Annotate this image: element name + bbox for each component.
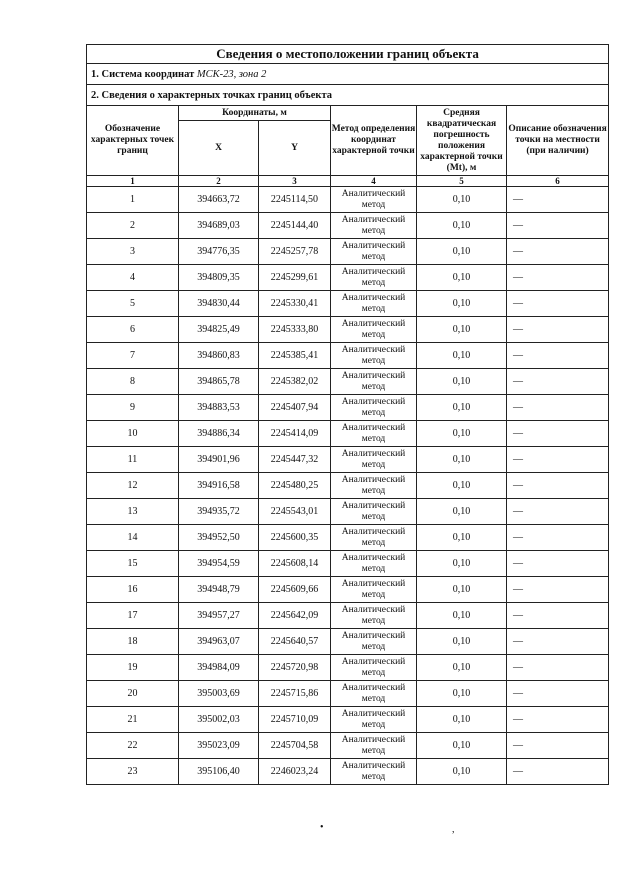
table-row — [87, 629, 609, 655]
point-number: 14 — [87, 525, 179, 551]
method: Аналитический метод — [331, 681, 417, 707]
method: Аналитический метод — [331, 265, 417, 291]
error-value: 0,10 — [417, 239, 507, 265]
table-row — [87, 343, 609, 369]
method: Аналитический метод — [331, 655, 417, 681]
method: Аналитический метод — [331, 291, 417, 317]
point-number: 7 — [87, 343, 179, 369]
coord-x: 394901,96 — [179, 447, 259, 473]
coord-x: 394825,49 — [179, 317, 259, 343]
section-1-value: МСК-23, зона 2 — [196, 68, 267, 80]
coord-x: 395003,69 — [179, 681, 259, 707]
table-row — [87, 551, 609, 577]
method: Аналитический метод — [331, 369, 417, 395]
error-value: 0,10 — [417, 473, 507, 499]
point-number: 18 — [87, 629, 179, 655]
error-value: 0,10 — [417, 629, 507, 655]
error-value: 0,10 — [417, 291, 507, 317]
coord-x: 394948,79 — [179, 577, 259, 603]
description: — — [507, 343, 609, 369]
scan-dot: • — [320, 822, 324, 833]
header-error-text: Средняя квадратическая погрешность положения характерной точки (Mt), м — [420, 107, 503, 173]
description: — — [507, 473, 609, 499]
point-number: 12 — [87, 473, 179, 499]
coord-x: 394809,35 — [179, 265, 259, 291]
table-row — [87, 655, 609, 681]
error-value: 0,10 — [417, 577, 507, 603]
coord-x: 394952,50 — [179, 525, 259, 551]
boundary-points-table — [86, 44, 609, 785]
description: — — [507, 629, 609, 655]
description: — — [507, 525, 609, 551]
error-value: 0,10 — [417, 343, 507, 369]
point-number: 11 — [87, 447, 179, 473]
error-value: 0,10 — [417, 655, 507, 681]
description: — — [507, 213, 609, 239]
column-number: 4 — [331, 176, 417, 187]
table-row — [87, 421, 609, 447]
coord-x: 394984,09 — [179, 655, 259, 681]
table-row — [87, 577, 609, 603]
header-coordinates: Координаты, м — [179, 106, 331, 121]
point-number: 22 — [87, 733, 179, 759]
method: Аналитический метод — [331, 343, 417, 369]
coord-x: 394860,83 — [179, 343, 259, 369]
description: — — [507, 369, 609, 395]
method: Аналитический метод — [331, 213, 417, 239]
coordinate-system — [87, 64, 609, 85]
point-number: 2 — [87, 213, 179, 239]
coord-x: 395002,03 — [179, 707, 259, 733]
point-number: 10 — [87, 421, 179, 447]
table-row — [87, 187, 609, 213]
title-row — [87, 45, 609, 64]
section-1-row — [87, 64, 609, 85]
coord-x: 394886,34 — [179, 421, 259, 447]
description: — — [507, 577, 609, 603]
point-number: 19 — [87, 655, 179, 681]
description: — — [507, 603, 609, 629]
error-value: 0,10 — [417, 395, 507, 421]
error-value: 0,10 — [417, 733, 507, 759]
description: — — [507, 551, 609, 577]
method: Аналитический метод — [331, 551, 417, 577]
table-row — [87, 447, 609, 473]
description: — — [507, 291, 609, 317]
document-sheet — [86, 44, 608, 785]
scan-artifacts — [0, 822, 640, 842]
point-number: 4 — [87, 265, 179, 291]
coord-x: 394830,44 — [179, 291, 259, 317]
scan-mark: , — [452, 824, 455, 835]
method: Аналитический метод — [331, 239, 417, 265]
column-number: 6 — [507, 176, 609, 187]
method: Аналитический метод — [331, 733, 417, 759]
table-row — [87, 525, 609, 551]
error-value: 0,10 — [417, 369, 507, 395]
description: — — [507, 421, 609, 447]
coord-x: 394663,72 — [179, 187, 259, 213]
error-value: 0,10 — [417, 681, 507, 707]
header-point-designation: Обозначение характерных точек границ — [87, 106, 179, 176]
description: — — [507, 239, 609, 265]
coord-x: 395023,09 — [179, 733, 259, 759]
description: — — [507, 733, 609, 759]
point-number: 16 — [87, 577, 179, 603]
point-number: 6 — [87, 317, 179, 343]
table-row — [87, 317, 609, 343]
section-1-label: 1. Система координат — [91, 68, 197, 80]
point-number: 15 — [87, 551, 179, 577]
error-value: 0,10 — [417, 187, 507, 213]
table-row — [87, 473, 609, 499]
point-number: 3 — [87, 239, 179, 265]
header-y: Y — [259, 121, 331, 176]
description: — — [507, 265, 609, 291]
table-row — [87, 499, 609, 525]
coord-y: 2245330,41 — [259, 291, 331, 317]
coord-x: 395106,40 — [179, 759, 259, 785]
table-row — [87, 707, 609, 733]
description: — — [507, 395, 609, 421]
column-number: 1 — [87, 176, 179, 187]
coord-x: 394935,72 — [179, 499, 259, 525]
coord-y: 2245144,40 — [259, 213, 331, 239]
method: Аналитический метод — [331, 759, 417, 785]
coord-y: 2245543,01 — [259, 499, 331, 525]
coord-y: 2245414,09 — [259, 421, 331, 447]
coord-y: 2245642,09 — [259, 603, 331, 629]
header-description: Описание обозначения точки на местности (при наличии) — [507, 106, 609, 176]
description: — — [507, 759, 609, 785]
document-title: Сведения о местоположении границ объекта — [87, 45, 609, 64]
description: — — [507, 499, 609, 525]
table-row — [87, 733, 609, 759]
table-row — [87, 291, 609, 317]
point-number: 5 — [87, 291, 179, 317]
error-value: 0,10 — [417, 551, 507, 577]
method: Аналитический метод — [331, 473, 417, 499]
data-rows — [87, 187, 609, 785]
coord-y: 2245640,57 — [259, 629, 331, 655]
method: Аналитический метод — [331, 577, 417, 603]
method: Аналитический метод — [331, 447, 417, 473]
error-value: 0,10 — [417, 603, 507, 629]
method: Аналитический метод — [331, 317, 417, 343]
coord-y: 2246023,24 — [259, 759, 331, 785]
error-value: 0,10 — [417, 525, 507, 551]
table-row — [87, 395, 609, 421]
method: Аналитический метод — [331, 421, 417, 447]
coord-x: 394776,35 — [179, 239, 259, 265]
table-row — [87, 213, 609, 239]
method: Аналитический метод — [331, 629, 417, 655]
coord-y: 2245382,02 — [259, 369, 331, 395]
error-value: 0,10 — [417, 759, 507, 785]
coord-x: 394957,27 — [179, 603, 259, 629]
description: — — [507, 655, 609, 681]
method: Аналитический метод — [331, 525, 417, 551]
error-value: 0,10 — [417, 499, 507, 525]
coord-y: 2245609,66 — [259, 577, 331, 603]
description: — — [507, 681, 609, 707]
error-value: 0,10 — [417, 707, 507, 733]
coord-y: 2245407,94 — [259, 395, 331, 421]
description: — — [507, 317, 609, 343]
method: Аналитический метод — [331, 603, 417, 629]
coord-y: 2245385,41 — [259, 343, 331, 369]
coord-x: 394916,58 — [179, 473, 259, 499]
method: Аналитический метод — [331, 499, 417, 525]
coord-x: 394865,78 — [179, 369, 259, 395]
error-value: 0,10 — [417, 421, 507, 447]
coord-y: 2245715,86 — [259, 681, 331, 707]
column-number: 5 — [417, 176, 507, 187]
point-number: 8 — [87, 369, 179, 395]
point-number: 1 — [87, 187, 179, 213]
table-row — [87, 603, 609, 629]
description: — — [507, 707, 609, 733]
section-2-label: 2. Сведения о характерных точках границ объекта — [87, 85, 609, 106]
point-number: 23 — [87, 759, 179, 785]
coord-x: 394963,07 — [179, 629, 259, 655]
coord-y: 2245299,61 — [259, 265, 331, 291]
table-row — [87, 265, 609, 291]
table-row — [87, 681, 609, 707]
description: — — [507, 187, 609, 213]
coord-x: 394689,03 — [179, 213, 259, 239]
method: Аналитический метод — [331, 395, 417, 421]
point-number: 17 — [87, 603, 179, 629]
coord-y: 2245480,25 — [259, 473, 331, 499]
coord-y: 2245333,80 — [259, 317, 331, 343]
table-row — [87, 239, 609, 265]
coord-y: 2245704,58 — [259, 733, 331, 759]
error-value: 0,10 — [417, 447, 507, 473]
error-value: 0,10 — [417, 317, 507, 343]
header-method: Метод определения координат характерной точки — [331, 106, 417, 176]
coord-x: 394954,59 — [179, 551, 259, 577]
coord-y: 2245608,14 — [259, 551, 331, 577]
error-value: 0,10 — [417, 213, 507, 239]
coord-y: 2245257,78 — [259, 239, 331, 265]
coord-y: 2245447,32 — [259, 447, 331, 473]
description: — — [507, 447, 609, 473]
table-row — [87, 369, 609, 395]
method: Аналитический метод — [331, 187, 417, 213]
header-error — [417, 106, 507, 176]
method: Аналитический метод — [331, 707, 417, 733]
column-number: 2 — [179, 176, 259, 187]
coord-y: 2245600,35 — [259, 525, 331, 551]
point-number: 13 — [87, 499, 179, 525]
point-number: 21 — [87, 707, 179, 733]
section-2-row — [87, 85, 609, 106]
header-row-1 — [87, 106, 609, 121]
error-value: 0,10 — [417, 265, 507, 291]
column-numbers-row — [87, 176, 609, 187]
coord-y: 2245720,98 — [259, 655, 331, 681]
column-number: 3 — [259, 176, 331, 187]
point-number: 9 — [87, 395, 179, 421]
table-row — [87, 759, 609, 785]
coord-y: 2245710,09 — [259, 707, 331, 733]
point-number: 20 — [87, 681, 179, 707]
header-x: X — [179, 121, 259, 176]
coord-x: 394883,53 — [179, 395, 259, 421]
coord-y: 2245114,50 — [259, 187, 331, 213]
